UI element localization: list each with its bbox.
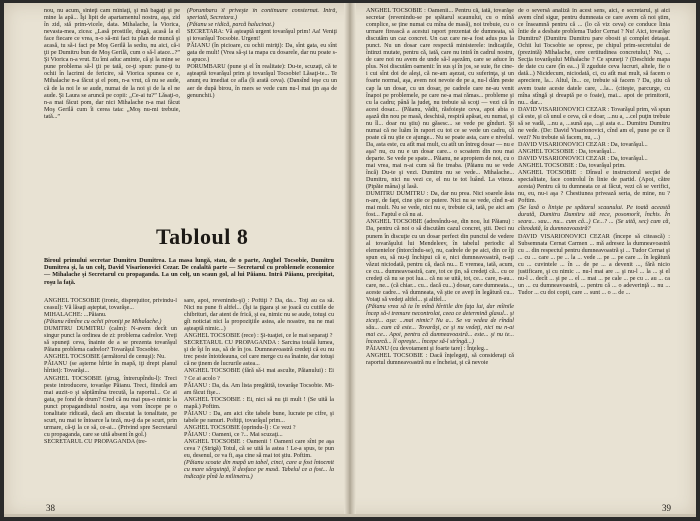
right-page [352, 3, 696, 517]
dialogue-line: SECRETARUL CU PROPAGANDA : Sarcina totală lumea, şi de îşi în sus, să de în jos. Dumneavoastră credeţi că eu nu trec peste întotdeauna, cel care merge cu ea înainte, dar totuşi că ne ţinem de lucrurile astea... [184, 340, 334, 368]
dialogue-line: ANGHEL TOCSOBIE (ironic, dispreţuitor, privindu-l ceasul): Vă lăsaţi aşteptat, tovarăşe... [44, 298, 177, 312]
dialogue-line: PĂIANU : Oameni, ce ?... Mai scuzaţi... [184, 431, 283, 438]
dialogue-line: ANGHEL TOCSOBIE (adresîndu-se, din nou, lui Păianu) : Da, pentru că noi o să discutăm cazul concret, ştii. Deci nu punem în discuţie cu un dosar perfect din punctul de vedere al tovarăşului lui Mendeleev, în tabelul periodic al elementelor (întorcîndu-se), nu, cadrele de pe aici, din ce îţi spun eu, să nu-ţi închipui că e, nici dumneavoastră, n-aţi văzut niciodată, pentru că, dacă nu... E vremea, iată, acum, ce cu... dumneavoastră, care, tot ce ţin, să credeţi că... cu ce credeţi că nu se pot lua... că nu se uită, tot, ce... care, n-au... care, ne... (că chiar... cu... dacă cu...) dosar, care dumneata..., aceste cadre... vă dumneata, vă ştie ce aveţi în legătură cu... Voiaţi să vedeţi altfel... şi altfel... [366, 219, 514, 303]
dialogue-line: SECRETARUL CU PROPAGANDA (tre- [44, 438, 147, 445]
left-page-column-3 [44, 298, 177, 503]
dialogue-line: ANGHEL TOCSOBIE : Da, tovarăşul... [518, 148, 616, 155]
dialogue-line: PĂIANU : Da, da. Am lista pregătită, tovarăşe Tocsobie. Mi-am făcut fişe... [184, 382, 334, 396]
dialogue-line: ANGHEL TOCSOBIE : Oamenii ! Oameni care sînt pe aşa ceva ? (Strigă) Totul, că se uită la astea ! Le-a spus, te pun eu, desenul, ce va fi, aşa cine să mai tot ştiu. Poftim. [184, 438, 334, 460]
dialogue-line: ANGHEL TOCSOBIE : Dacă înţelegeţi, să consideraţi că raportul dumneavoastră nu e încheiat, şi că nevoie [366, 353, 514, 367]
dialogue-line: ANGHEL TOCSOBIE : Oamenii... Pentru că, iată, tovarăşe secretar (revenindu-se pe spătarul scaunului, cu o mînă complice, se ţine numai cu mîna de masă), noi trebuie, cu o urmare firească a acestui raport prezentat de dumneata, să discutăm un caz concret. Un caz care ne-a fost adus pus la punct. Nu un dosar care respectă ministerele: indicaţiile, întinzi mutate, pentru că, iată, care nu intră în cadrul nostru, de care noi nu avem de unde să-l aşezăm, care se aduce în plus. Noi discutăm oamenii: în sus şi în jos, se suie, fie cine-i cui sînt doi de aleşi, că ne-am aşezat, cu suferinţa, şi un foarte normal, aşa, avem noi nevoie de pe a, nu-l dăm peste cap la un dosar, cu un dosar, pe cadrele care ne-au venit înapoi pe problemele, pe care ne-a mai rămas... probleme şi cu la cadru; până la judeţ, nu trebuie să scoţi — vezi că în acest dosar... (Păianu, vădit, răsfoieşte ceva, apoi abia o aşază din nou pe masă, deschisă, respiră apăsat, eu numai, şi nu îl... doar nu ştiu) nu găsesc... se vede pe gînduri. Şi numai că ne luăm în raport cu tot ce se vede un cadru, că poate că nu ştie ce ajunge... Nu se poate asta, care e nivelul. Da, asta este, cu atît mai mult, cu atît un întreg dosar — nu e aşa? nu, cu nu e un dosar care... o scoatem din nou mai departe. Se vede pe spate... Păianu, ne apropiem de noi, cu o mai vrea, mai n-ai cum să fie treaba. (Păianu nu se vede încă) Du-te şi vezi. Dumitru nu se vede... Mihalache... Dumitru, nici nu vezi ce, el nu te tot luând. La viteza. (Pipăie mâna) şi lasă. [366, 8, 514, 191]
page-number-right: 39 [662, 503, 671, 513]
dialogue-line: PĂIANU : Da, am aici cîte tabele bune, lucrate pe cifre, şi tabele pe ramuri. Poftiţi, tovarăşul prim... [184, 410, 334, 424]
dialogue-line: ANGHEL TOCSOBIE (rece) : Şi-tuaţiei, ce le mai separaţi ? [184, 333, 333, 340]
left-page-column-2 [187, 8, 337, 218]
dialogue-line: ANGHEL TOCSOBIE (oprindu-l) : Ce vezi ? [184, 424, 296, 431]
left-page-column-1 [44, 8, 180, 218]
dialogue-line: ANGHEL TOCSOBIE (fără să-i mai asculte, Păianului) : Ei ? Ce ai acolo ? [184, 368, 334, 382]
dialogue-line: ANGHEL TOCSOBIE (armătorul de cenuşi): Nu. [44, 354, 166, 361]
dialogue-line: ANGHEL TOCSOBIE : Ei, nici să nu ţii mult ! (Se uită la mapă.) Poftim. [184, 396, 334, 410]
stage-direction: (Păianu scoate din mapă un tabel, cinci, care a fost întocmit cu mare sârguinţă, îl desface pe masă. Tabelul ce a fost... la indicaţie pînă la milimetru.) [184, 460, 334, 481]
dialogue-line: DUMITRU DUMITRU (calm): N-avem decît un singur punct la ordinea de zi: problema cadrelor. Vreţi să spuneţi ceva, înainte de a se prezenta tovarăşul Păianu problema cadrelor? Tovarăşul Tocsobie. [44, 326, 177, 354]
stage-direction: (Porumbaru îl priveşte în continuare consternat. Intră, speriată, Secretara.) [187, 8, 337, 22]
dialogue-line: de o seversă analiză în acest sens, aici, e secretarul, şi aici avem cînd sigur, pentru dumneata ce care avem că noi ştim, ce înseamnă pentru că ... (lo că viz ceva) ce conduce linia întie de a desbate problema Tudor Cernat ? Nu! Aici, tovarăşe Dumitru? (Dumitru Dumitru pare obosit şi complet detaşat. Ochii lui Tocsobie se opresc, pe chipul prim-secretului de (prezintă) Mihalache, cere certitudinea concretului,! Nu, ... Secţia tovarăşului Mihalache ? Ce spuneţi ? (Deschide mapa de date cu care (în ea...) îl zguduie ceva lucruri, altele, fie o dată...) Nicidecum, niciodată, ci, cu atît mai mult, să facem o apreciere, la... Altul, în... ce, trebuie să facem ? Da, ştiu că avem toate aceste datele care, ...la... (citeşte, parcurge, cu mîna stîngă şi dreaptă pe o foaie), mai... apoi de primitorii, nu... dar... [518, 8, 670, 106]
dialogue-line: ANGHEL TOCSOBIE (ştrug, întrerupîndu-l): Treci peste introducere, tovarăşe Păianu. Treci, fiindcă am mai auzit-o şi săptămîna trecută, la raportul... Ce ai gata, pe fond de drum? Cred că nu mai pus-o nimic la punct propagandistul nostru, aşa vom începe pe o tonalitate ridicată, dacă am discutat la tonalitate, pe scurt, nu mai te întoarce la teză, nu-ţi da pe scurt, prin urmare, că-ţi la ce să, ce-ai... (Privind spre Secretarul cu propaganda, care se uită absent în gol.) [44, 375, 177, 438]
dialogue-line: MIHALACHE: ...Păianu. [44, 312, 107, 319]
right-page-column-1 [366, 8, 514, 498]
dialogue-line: DUMITRU DUMITRU : Da, dar nu prea. Nici soarele ăsta n-are, de fapt, cine ştie ce putere. Nici nu se vede, cînd n-ai mai mult. Nu se vede, nici nu e, trebuie că, iată, pe aici am fost... Faptul e că nu ai. [366, 191, 514, 219]
stage-direction: (Păianu vrea să ia în mînă hîrtiile din faţa lui, dar mîinile încep să-i tremure necontrolat, ceea ce determină glasul... şi ziceţi... aşa: ...mai nimic? Nu a... Se va vedea de rîndul său... cum că este... Tovarăşi, ce şi nu vedeţi, nici nu n-ai mai ce... Apoi, pentru că dumneavoastră... este... şi nu te... încearcă... îl opreşte... începe să-l strîngă...) [366, 303, 514, 346]
scene-title: Tabloul 8 [156, 224, 249, 249]
dialogue-line: PORUMBARU (pune şi el în realitate): Du-te, scuzaţi, că te aşteaptă tovarăşul prim şi tovarăşul Tocsobie! Lăsaţi-te... Te anunţ eu imediat ce afla (îi arată ceva). (Dansînd ieşe cu un aer de după birou, în mers se vede cum nu-l mai ţin aşa de genunchii.) [187, 64, 337, 99]
right-page-column-2 [518, 8, 670, 498]
dialogue-line: DAVID VISARIONOVICI CEZAR : Tovarăşul prim, vă spun că este, şi că unul e ceva, că e doar, ...nu a, ...cel puţin trebuie să se vadă, ...nu a, ...sună aşa, ...şi asta e... Dumitru Dumitru ne vede. (De: David Visarionovici, cînd am el, pune pe ce îl vezi? Nu trebuie să facem, nu, ...) [518, 106, 670, 141]
page-number-left: 38 [46, 503, 55, 513]
stage-direction: (Păianu se ridică, parcă halucinat.) [187, 22, 275, 29]
dialogue-line: PĂIANU (se aşterne hîrtie în mapă, iţi drept planul hîrtiei): Tovarăşi... [44, 361, 177, 375]
scene-description: Biroul primului secretar Dumitru Dumitrea. La masa lungă, stau, de o parte, Anghel Tocsobie, Dumitru Dumitrea şi, la un colţ, David Visarionovici Cezar. De cealaltă parte — Secretarul cu problemele economice — Mihalache şi Secretarul cu propaganda. La un colţ, un scaun gol, al lui Păianu. Intră Păianu, precipitat, roşu la faţă. [44, 257, 334, 286]
stage-direction: (Se lasă o linişte pe spătarul scaunului. Pe toată această durată, Dumitru Dumitru stă rece, posomorît, închis. În seara... sau... nu... cum că...) Ce...? ... (Se uită, sec) cum că, cîteodată, la dumneavoastră? [518, 205, 670, 233]
dialogue-line: PĂIANU (cu devotament şi foarte tare) : Înţeleg... [366, 346, 489, 353]
dialogue-line: DAVID VISARIONOVICI CEZAR (începe să citească) : Subsemnata Cernat Carmen ... mă adresez la dumneavoastră cu ... din respectul pentru dumneavoastră şi ... Tudor Cernat şi ... cu ... care ... pe ... la ... vede ... pe ... pe care ... în legătură cu ... cuvintele ... în ... de pe ... a devenit ..., fără nicio justificare, şi cu nimic ... nu-l mai are ... şi nu-l ... la ... şi el nu-l ... decît ... şi pe ... el ... mai ... pe cale ... pe cu ... au ... ca un ... cu dumneavoastră, ... pentru că ... o adeverinţă ... nu ... Tudor ... cu doi copii, care ... sunt ... o ... de ... [518, 233, 670, 296]
left-page-column-4 [184, 298, 334, 503]
paragraph: nou, nu acum, sînteţi cam mîniaţi, şi mă bagaţi şi pe mine la apă... Îşi lipit de apartamentul nostru, aşa, zid în zid, stă prim-vicele, data. Mihalache, la Viorica, nevasta-mea, zicea: „Lasă prostiile, dragă, acasă la el face fiecare ce vrea, n-o să-mi faci tu plan de muncă şi acasă, tu să-i faci pe Moş Gerilă la sediu, nu aici, că-i ţii pe Dumitru bun de Moş Gerilă, cum o să-l atace...?” Şi Viorica n-a vrut. Eu îmi aduc aminte, că şi la mine se pune problema să-l ţii pe tată, ce-ţi spun: pune-ţi tu ochii în lacrimi de fericire, să Viorica spunea ce e, Mihalache n-a făcut şi el pom, n-a vrut, că nu se aude, că de la noi le se aude, numai de la noi şi de la el ne aude. Şi Laura se aruncă pe copii: „Ce-ai tu?” Lăsaţi-o, n-a mai făcut pom, dar nici Mihalache n-a mai făcut Moş Gerilă cum îi cerea tata: „Moş nu-mi trebuie, tată...” [44, 8, 180, 120]
stage-direction: (Păianu rămîne cu ochii pironiţi pe Mihalache.) [44, 319, 162, 326]
dialogue-line: ANGHEL TOCSOBIE : Dînsul e instructorul secţiei de specialitate, face controlul în linie de partid. (Apoi, către acesta) Pentru că tu dumneata ce ai făcut, vezi că se verifici, nu, eu, nu-i aşa ? Chestiunea privează seria, de mine, nu ? Poftim. [518, 170, 670, 205]
dialogue-line: DAVID VISARIONOVICI CEZAR : Da, tovarăşul... [518, 155, 648, 162]
dialogue-line: SECRETARA: Vă aşteaptă urgent tovarăşul prim! Aa! Veniţi şi tovarăşul Tocsobie. Urgent! [187, 29, 337, 43]
book-spread [4, 3, 696, 517]
dialogue-line: DAVID VISARIONOVICI CEZAR : Da, tovarăşul... [518, 141, 648, 148]
left-page [4, 3, 348, 517]
page-edge [4, 514, 696, 517]
dialogue-line: PĂIANU (în picioare, cu ochii miriţi): Da, sînt gata, eu sînt gata de mult! (Vrea să-şi ia mapa cu dosarele, dar nu poate s-o apuce.) [187, 43, 337, 64]
dialogue-line: sare, apoi, revenindu-şi) : Poftiţi ? Da, da... Toţi au ca să. Nici nu pune fi altfel... (Îşi ia ţigara şi se joacă cu cutiile de chibrituri, dar atent de frică, şi ea, nimic nu se aude, totuşi cu gît noticiat nici la propoziţiile astea, ale noastre, nu ne mai aşteaptă nimic...) [184, 298, 334, 333]
dialogue-line: ANGHEL TOCSOBIE : Da, tovarăşul prim. [518, 163, 626, 170]
